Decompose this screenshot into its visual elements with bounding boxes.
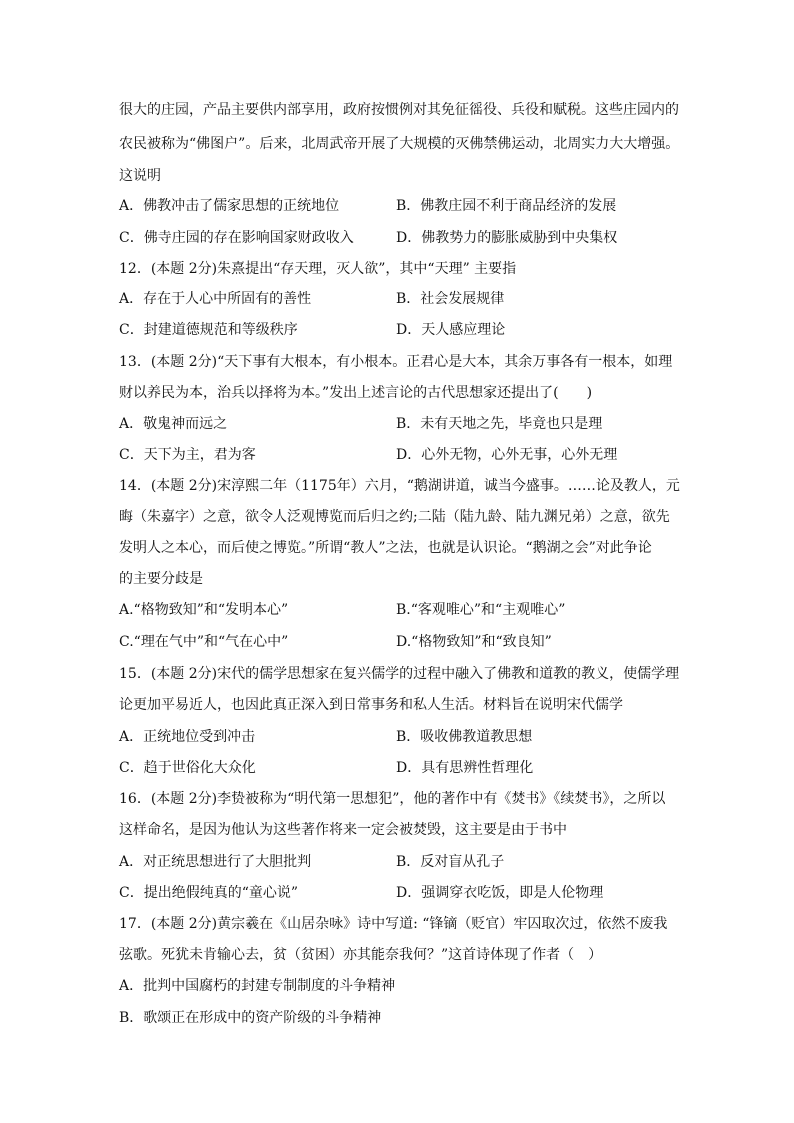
option-c: C．天下为主，君为客 bbox=[119, 447, 256, 463]
option-b: B．佛教庄园不利于商品经济的发展 bbox=[396, 198, 617, 214]
question-12-stem: 12．(本题 2分)朱熹提出“存天理，灭人欲”，其中“天理” 主要指 bbox=[119, 261, 517, 277]
question-14-stem: 14．(本题 2分)宋淳熙二年（1175年）六月，“鹅湖讲道，诚当今盛事。……论及教人，元 bbox=[119, 478, 680, 494]
option-b: B．反对盲从孔子 bbox=[396, 854, 505, 870]
option-c: C．趋于世俗化大众化 bbox=[119, 760, 256, 776]
question-17-stem: 17．(本题 2分)黄宗羲在《山居杂咏》诗中写道: “锋镝（贬官）牢囚取次过，依然不废我 bbox=[119, 916, 668, 932]
option-a: A．批判中国腐朽的封建专制制度的斗争精神 bbox=[119, 978, 396, 994]
question-15-stem: 论更加平易近人，也因此真正深入到日常事务和私人生活。材料旨在说明宋代儒学 bbox=[119, 697, 623, 713]
option-d: D．天人感应理论 bbox=[396, 322, 506, 338]
question-14-stem: 晦（朱嘉字）之意，欲令人泛观博览而后归之约;二陆（陆九龄、陆九渊兄弟）之意，欲先 bbox=[119, 509, 670, 525]
option-a: A．敬鬼神而远之 bbox=[119, 416, 228, 432]
option-c: C．提出绝假纯真的“童心说” bbox=[119, 885, 299, 901]
option-a: A．存在于人心中所固有的善性 bbox=[119, 291, 312, 307]
question-16-stem: 这样命名，是因为他认为这些著作将来一定会被焚毁，这主要是由于书中 bbox=[119, 822, 567, 838]
option-b: B.“客观唯心”和“主观唯心” bbox=[396, 602, 566, 618]
option-a: A．正统地位受到冲击 bbox=[119, 729, 256, 745]
option-a: A．佛教冲击了儒家思想的正统地位 bbox=[119, 198, 340, 214]
option-d: D．佛教势力的膨胀威胁到中央集权 bbox=[396, 230, 618, 246]
question-14-stem: 的主要分歧是 bbox=[119, 571, 203, 587]
question-13-stem: 财以养民为本，治兵以择将为本。”发出上述言论的古代思想家还提出了( ) bbox=[119, 385, 593, 401]
question-14-stem: 发明人之本心，而后使之博览。”所谓“教人”之法，也就是认识论。“鹅湖之会”对此争论 bbox=[119, 540, 652, 556]
option-d: D．具有思辨性哲理化 bbox=[396, 760, 534, 776]
option-a: A.“格物致知”和“发明本心” bbox=[119, 602, 289, 618]
question-text: 很大的庄园，产品主要供内部享用，政府按惯例对其免征徭役、兵役和赋税。这些庄园内的 bbox=[119, 102, 679, 118]
option-b: B．歌颂正在形成中的资产阶级的斗争精神 bbox=[119, 1010, 382, 1026]
question-13-stem: 13．(本题 2分)“天下事有大根本，有小根本。正君心是大本，其余万事各有一根本，如理 bbox=[119, 354, 673, 370]
question-text: 农民被称为“佛图户”。后来，北周武帝开展了大规模的灭佛禁佛运动，北周实力大大增强。 bbox=[119, 136, 680, 152]
option-d: D.“格物致知”和“致良知” bbox=[396, 634, 552, 650]
option-c: C．佛寺庄园的存在影响国家财政收入 bbox=[119, 230, 354, 246]
question-17-stem: 弦歌。死犹未肯输心去，贫（贫困）亦其能奈我何？”这首诗体现了作者（ ） bbox=[119, 947, 603, 963]
option-b: B．未有天地之先，毕竟也只是理 bbox=[396, 416, 603, 432]
option-d: D．强调穿衣吃饭，即是人伦物理 bbox=[396, 885, 604, 901]
option-d: D．心外无物，心外无事，心外无理 bbox=[396, 447, 618, 463]
option-a: A．对正统思想进行了大胆批判 bbox=[119, 854, 312, 870]
option-c: C．封建道德规范和等级秩序 bbox=[119, 322, 298, 338]
question-text: 这说明 bbox=[119, 168, 161, 184]
question-16-stem: 16．(本题 2分)李贽被称为“明代第一思想犯”，他的著作中有《焚书》《续焚书》，之所以 bbox=[119, 791, 666, 807]
option-c: C.“理在气中”和“气在心中” bbox=[119, 634, 289, 650]
option-b: B．社会发展规律 bbox=[396, 291, 505, 307]
question-15-stem: 15．(本题 2分)宋代的儒学思想家在复兴儒学的过程中融入了佛教和道教的教义，使儒学理 bbox=[119, 666, 680, 682]
option-b: B．吸收佛教道教思想 bbox=[396, 729, 533, 745]
